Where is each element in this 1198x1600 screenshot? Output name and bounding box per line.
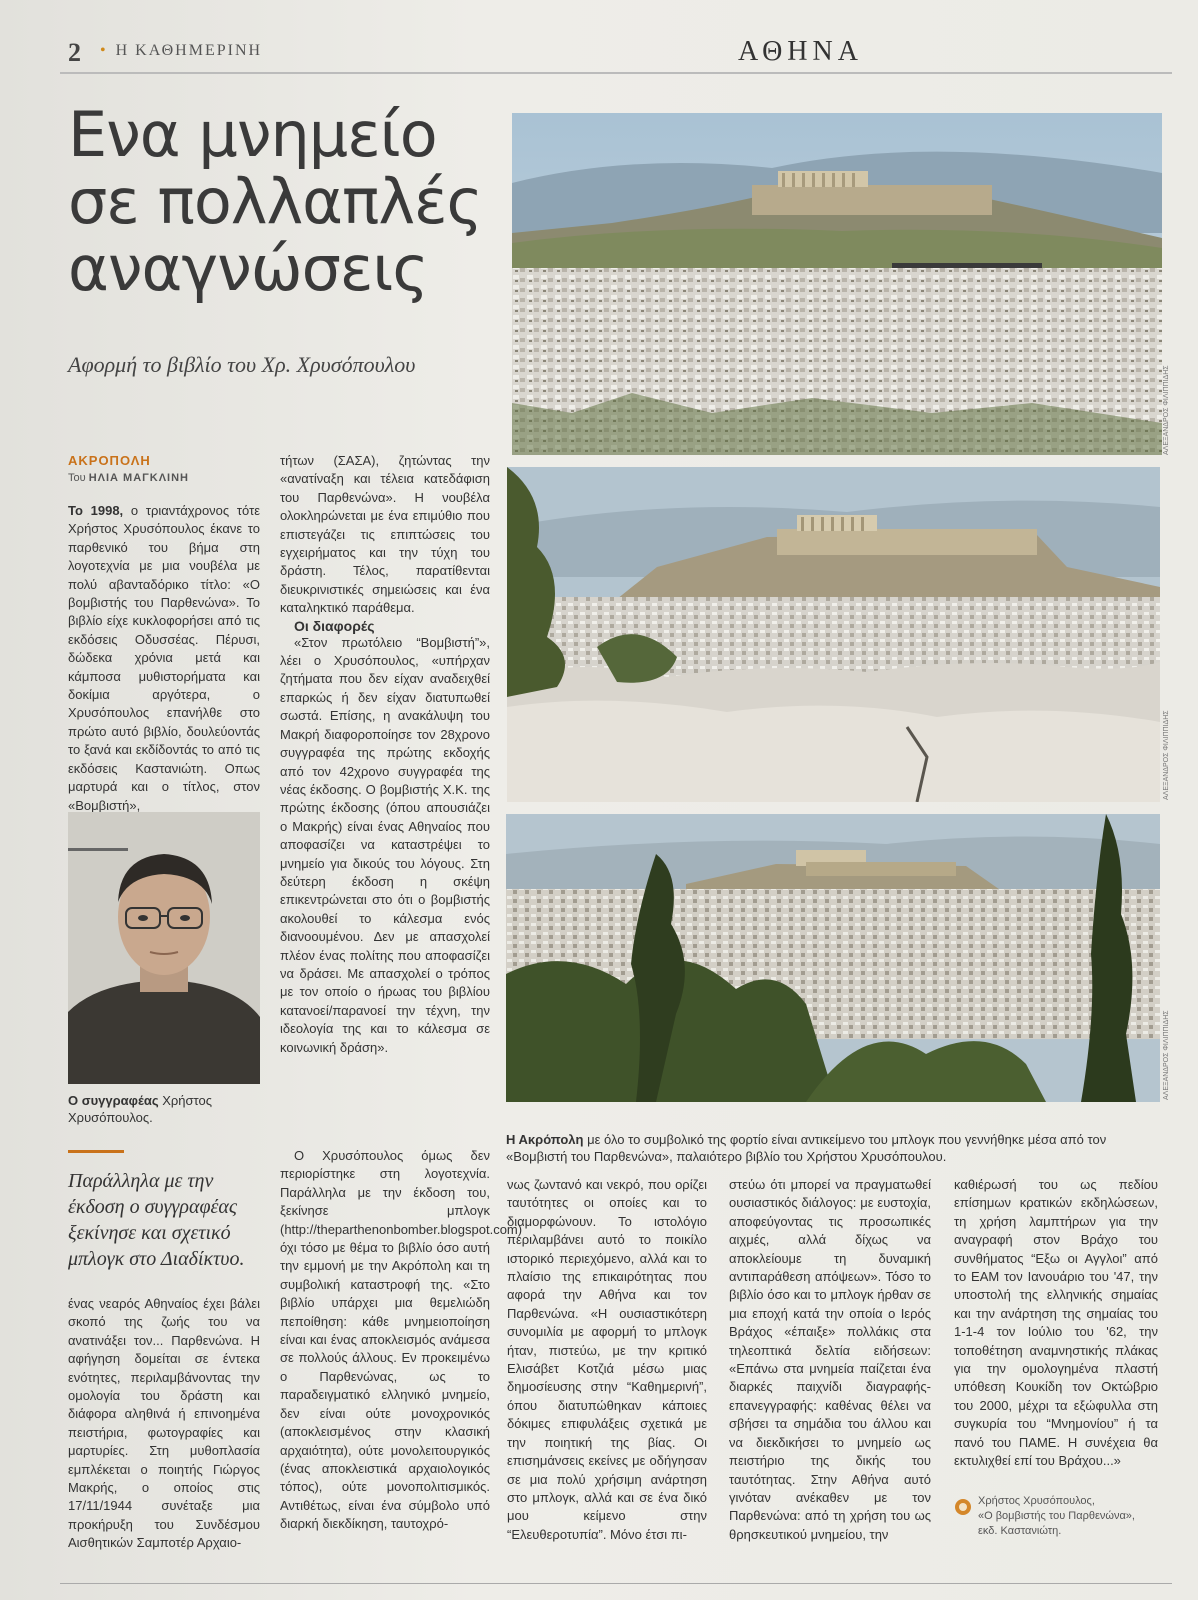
- photo-caption: [506, 1131, 1161, 1165]
- column-1: [68, 502, 260, 815]
- byline-name: ΗΛΙΑ ΜΑΓΚΛΙΝΗ: [88, 472, 189, 484]
- footer-rule: [60, 1583, 1172, 1584]
- pullquote-bar: [68, 1150, 124, 1153]
- photo-credit-3: ΑΛΕΞΑΝΔΡΟΣ ΦΙΛΙΠΠΙΔΗΣ: [1163, 1010, 1170, 1100]
- newspaper-name: • Η ΚΑΘΗΜΕΡΙΝΗ: [100, 42, 263, 59]
- photo-credit-1: ΑΛΕΞΑΝΔΡΟΣ ΦΙΛΙΠΠΙΔΗΣ: [1163, 365, 1170, 455]
- headline: Ενα μνημείο σε πολλαπλές αναγνώσεις: [68, 98, 482, 305]
- book-author: Χρήστος Χρυσόπουλος,: [978, 1495, 1095, 1507]
- column-2-continued: [280, 1147, 523, 1534]
- acropolis-photo-1: [512, 113, 1162, 455]
- column-4: [729, 1176, 931, 1544]
- column-3: [507, 1176, 707, 1544]
- header-rule: [60, 72, 1172, 74]
- acropolis-photo-3: [506, 814, 1160, 1102]
- photo-caption-bold: Η Ακρόπολη: [506, 1132, 584, 1147]
- pullquote: Παράλληλα με την έκδοση ο συγγραφέας ξεκίνησε και σχετικό μπλογκ στο Διαδίκτυο.: [68, 1170, 245, 1270]
- column-2-after-text: «Στον πρωτόλειο “Βομβιστή”», λέει ο Χρυσόπουλος, «υπήρχαν ζητήματα που δεν είχαν αναδειχθεί επαρκώς ή δεν είχαν διατυπωθεί σωστά. Επίσης, η ανακάλυψη του Μακρή διαφοροποίησε τον 28χρονο συγγραφέα της πρώτης εκδοχής από τον 42χρονο συγγραφέα της νέας έκδοσης. Ο βομβιστής Χ.Κ. της πρώτης έκδοσης (όπου απουσιάζει ο Μακρής) είναι ένας Αθηναίος που αποφασίζει να καταστρέψει το μνημείο για δικούς του λόγους. Στη δεύτερη έκδοση η σκέψη επικεντρώνεται στο ότι ο βομβιστής ακολουθεί το κάλεσμα ενός διανοουμένου. Δεν με απασχολεί πλέον ένας πολίτης που αποφασίζει να δράσει. Με απασχολεί ο τρόπος με τον οποίο ο ήρωας του βιβλίου κατανοεί/παρανοεί την τέχνη, την ιδεολογία της και το κάλεσμα σε κοινωνική δράση».: [280, 634, 490, 1055]
- byline: [68, 472, 189, 484]
- portrait-caption-bold: Ο συγγραφέας: [68, 1093, 159, 1108]
- column-2: [280, 452, 490, 1057]
- lead-in: Το 1998,: [68, 503, 124, 518]
- column-5-text: καθιέρωσή του ως πεδίου επίσημων κρατικών εκδηλώσεων, τη χρήση λαμπτήρων για την αναγραφή στον Βράχο του συνθήματος “Εξω οι Αγγλοι” από το ΕΑΜ τον Ιανουάριο του '47, την υποστολή της ελληνικής σημαίας και την ανάρτηση της σημαίας του 1-1-4 τον Ιούλιο του '62, την τοποθέτηση αναμνηστικής πλάκας για την ομολογημένα πλαστή υπόθεση Κουκίδη τον Οκτώβριο του 2000, μέχρι τα εξώφυλλα στη συγκυρία του “Μνημονίου” ή τα πανό του ΠΑΜΕ. Η συνέχεια θα εκτυλιχθεί επί του Βράχου...»: [954, 1177, 1158, 1469]
- kicker: ΑΚΡΟΠΟΛΗ: [68, 453, 151, 468]
- author-portrait: [68, 812, 260, 1084]
- column-4-text: στεύω ότι μπορεί να πραγματωθεί ουσιαστικός διάλογος: με ευστοχία, αποφεύγοντας τις προσωπικές αιχμές, αλλά δίχως να αποκλείουμε τη δυναμική αντιπαράθεση απόψεων». Τόσο το βιβλίο όσο και το μπλογκ ήρθαν σε μια εποχή κατά την οποία ο Ιερός Βράχος «έπαιξε» πολλάκις στα τηλεοπτικά δελτία ειδήσεων: «Επάνω στα μνημεία παίζεται ένα διαρκές παιχνίδι διαγραφής-επανεγγραφής: καθένας θέλει να σβήσει τα σημάδια του άλλου και να διεκδικήσει το μνημείο ως πειστήριο της δικής του ταυτότητας. Στην Αθήνα αυτό γινόταν ανέκαθεν με τον Παρθενώνα: από τη χρήση του ως θρησκευτικού μνημείου, την: [729, 1177, 931, 1542]
- column-1-continued: [68, 1295, 260, 1553]
- acropolis-photo-2-image: [507, 467, 1160, 802]
- author-portrait-image: [68, 812, 260, 1084]
- acropolis-photo-3-image: [506, 814, 1160, 1102]
- column-2-text: τήτων (ΣΑΣΑ), ζητώντας την «ανατίναξη και τέλεια κατεδάφιση του Παρθενώνα». Η νουβέλα ολοκληρώνεται με ένα επιμύθιο που επιστεγάζει τις επιπτώσεις του εγχειρήματος και την τύχη του δράστη. Τέλος, παρατίθενται διευκρινιστικές σημειώσεις και ένα καταληκτικό παράθεμα.: [280, 453, 490, 616]
- acropolis-photo-2: [507, 467, 1160, 802]
- page-number: 2: [68, 38, 81, 67]
- column-1b-text: ένας νεαρός Αθηναίος έχει βάλει σκοπό της ζωής του να ανατινάξει τον... Παρθενώνα. Η αφήγηση δομείται σε έντεκα ενότητες, περιλαμβάνοντας την ομολογία του δράστη και διάφορα αληθινά ή επινοημένα πειστήρια, φωτογραφίες και μαρτυρίες. Στη μυθοπλασία εμπλέκεται ο ποιητής Γιώργος Μακρής, ο οποίος στις 17/11/1944 συνέταξε μια προκήρυξη του Συνδέσμου Αισθητικών Σαμποτέρ Αρχαιο-: [68, 1296, 260, 1551]
- book-title: «Ο βομβιστής του Παρθενώνα»,: [978, 1510, 1135, 1522]
- section-title: ΑΘΗΝΑ: [738, 36, 863, 67]
- column-5: [954, 1176, 1158, 1471]
- photo-credit-2: ΑΛΕΞΑΝΔΡΟΣ ΦΙΛΙΠΠΙΔΗΣ: [1163, 710, 1170, 800]
- portrait-caption-text: Χρήστος Χρυσόπουλος.: [68, 1093, 212, 1125]
- book-info: [954, 1494, 1188, 1539]
- column-1-text: ο τριαντάχρονος τότε Χρήστος Χρυσόπουλος έκανε το παρθενικό του βήμα στη λογοτεχνία με μια νουβέλα με πολύ αβανταδόρικο τίτλο: «Ο βομβιστής του Παρθενώνα». Το βιβλίο είχε κυκλοφορήσει από τις εκδόσεις Οδυσσέας. Πέρυσι, δώδεκα χρόνια μετά και κάμποσα μυθιστορήματα και δοκίμια αργότερα, ο Χρυσόπουλος επανήλθε στο πρώτο αυτό βιβλίο, δουλεύοντάς το ξανά και εκδίδοντάς το από τις εκδόσεις Καστανιώτη. Οπως μαρτυρά και ο τίτλος, στον «Βομβιστή»,: [68, 503, 260, 813]
- byline-prefix: Του: [68, 472, 86, 484]
- column-3-text: νως ζωντανό και νεκρό, που ορίζει ταυτότητες οι οποίες και το διαμορφώνουν. Το ιστολόγιο περιλαμβάνει αυτό το ποικίλο ιστορικό περιεχόμενο, αλλά και το πλαίσιο της επικαιρότητας που αφορά την Αθήνα και τον Παρθενώνα. «Η ουσιαστικότερη συνομιλία με αφορμή το μπλογκ ήταν, πιστεύω, με την κριτικό Ελισάβετ Κοτζιά μέσω μιας δημοσίευσης στην “Καθημερινή”, όπου διατυπώθηκαν κάποιες δόκιμες επιφυλάξεις σχετικά με την ποιητική της βίας. Οι επισημάνσεις εκείνες με οδήγησαν σε μια πολύ χρήσιμη ανάρτηση στο μπλογκ, αλλά και σε ένα δικό μου κείμενο στην “Ελευθεροτυπία”. Μόνο έτσι πι-: [507, 1177, 707, 1542]
- portrait-caption: [68, 1092, 260, 1126]
- photo-caption-text: με όλο το συμβολικό της φορτίο είναι αντικείμενο του μπλογκ που γεννήθηκε μέσα από τον «Βομβιστή του Παρθενώνα», παλαιότερο βιβλίο του Χρήστου Χρυσόπουλου.: [506, 1132, 1107, 1164]
- newspaper-name-text: Η ΚΑΘΗΜΕΡΙΝΗ: [115, 42, 263, 59]
- book-publisher: εκδ. Καστανιώτη.: [978, 1525, 1062, 1537]
- subheadline: Αφορμή το βιβλίο του Χρ. Χρυσόπουλου: [68, 352, 416, 377]
- column-2b-text: Ο Χρυσόπουλος όμως δεν περιορίστηκε στη λογοτεχνία. Παράλληλα με την έκδοση του, ξεκίνησε μπλογκ (http://theparthenonbomber.blogspot.com) όχι τόσο με θέμα το βιβλίο όσο αυτή την εμμονή με την Ακρόπολη και τη συμβολική καταστροφή της. «Στο βιβλίο υπάρχει μια θεμελιώδη πεποίθηση: κάθε μνημειοποίηση είναι και ένας αποκλεισμός ανάμεσα σε πολλούς άλλους. Εν προκειμένω ο Παρθενώνας, ως το παραδειγματικό ελληνικό μνημείο, δεν είναι ούτε μονοχρονικός (αποκλεισμένος στην κλασική αρχαιότητα), ούτε μονολειτουργικός (ένας αποκλειστικά αρχαιολογικός τόπος), ούτε μονοπολιτισμικός. Αντιθέτως, είναι ένα σύμβολο υπό διαρκή διεκδίκηση, ταυτοχρό-: [280, 1148, 523, 1532]
- acropolis-photo-1-image: [512, 113, 1162, 455]
- subhead-differences: Οι διαφορές: [294, 617, 375, 634]
